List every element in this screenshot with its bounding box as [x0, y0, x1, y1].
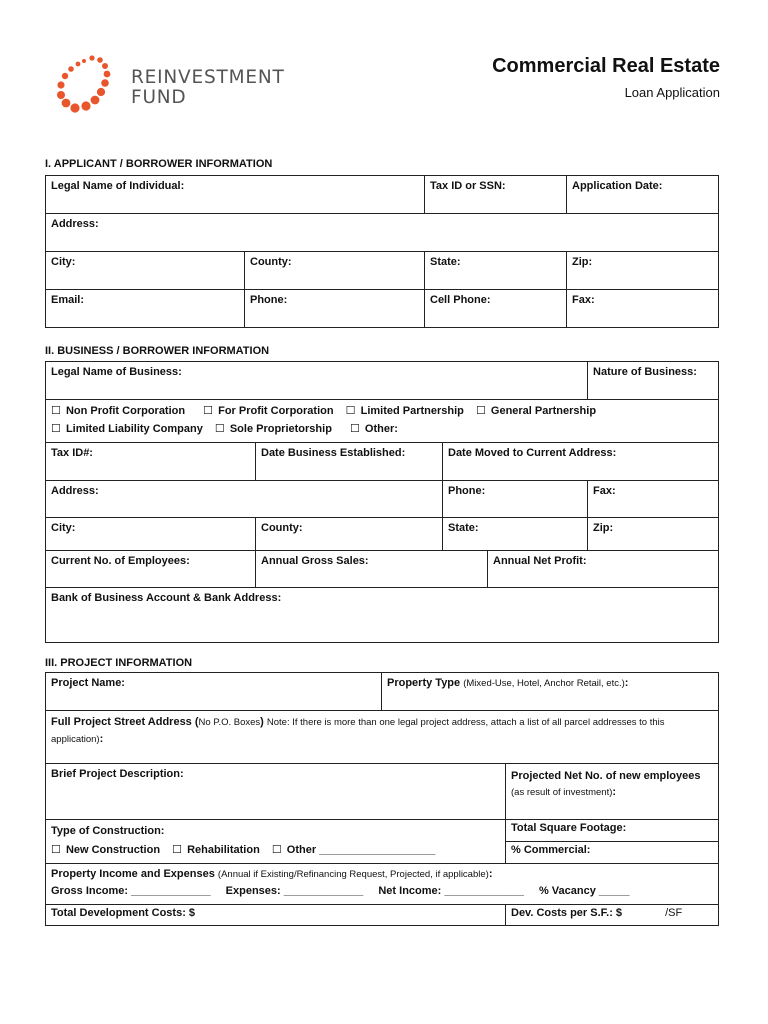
logo-text-line1: REINVESTMENT	[131, 67, 285, 88]
field-label: Address:	[51, 218, 99, 230]
field-nature-of-business[interactable]	[588, 362, 719, 400]
checkbox-label: Limited Liability Company	[65, 423, 203, 435]
colon: :	[99, 733, 104, 745]
field-label: Fax:	[572, 294, 595, 306]
field-gross-income[interactable]: Gross Income: _____________	[51, 885, 211, 897]
field-date-business-established[interactable]	[256, 443, 443, 481]
checkbox-rehabilitation[interactable]	[172, 841, 260, 859]
field-label: Tax ID or SSN:	[430, 180, 506, 192]
checkbox-label: General Partnership	[490, 405, 597, 417]
field-application-date[interactable]	[567, 176, 719, 214]
field-expenses[interactable]: Expenses: _____________	[225, 885, 364, 897]
project-info-table	[45, 672, 719, 926]
field-label: Property Type	[387, 677, 461, 689]
field-project-street-address[interactable]	[46, 711, 719, 764]
field-applicant-state[interactable]	[425, 252, 567, 290]
field-label: Projected Net No. of new employees	[511, 770, 701, 782]
field-label: Project Name:	[51, 677, 125, 689]
field-property-type[interactable]	[382, 673, 719, 711]
page-title: Commercial Real Estate	[492, 55, 720, 77]
business-type-row-1	[51, 402, 713, 420]
field-label: % Commercial:	[511, 844, 591, 856]
field-applicant-city[interactable]	[46, 252, 245, 290]
checkbox-icon: ☐	[203, 405, 214, 417]
colon: :	[624, 677, 629, 689]
business-type-row-2	[51, 420, 713, 438]
field-percent-commercial[interactable]	[506, 842, 719, 864]
paren-open: (	[194, 716, 199, 728]
field-note: (Mixed-Use, Hotel, Anchor Retail, etc.)	[463, 678, 625, 689]
section-heading-business: II. BUSINESS / BORROWER INFORMATION	[45, 345, 270, 357]
field-business-tax-id[interactable]	[46, 443, 256, 481]
colon: :	[612, 786, 617, 798]
field-applicant-address[interactable]	[46, 214, 719, 252]
field-label: Fax:	[593, 485, 616, 497]
field-label: Current No. of Employees:	[51, 555, 190, 567]
checkbox-label: New Construction	[65, 844, 161, 856]
field-applicant-cell-phone[interactable]	[425, 290, 567, 328]
field-label: Type of Construction:	[51, 825, 165, 837]
checkbox-label: For Profit Corporation	[218, 405, 334, 417]
field-label: City:	[51, 256, 76, 268]
checkbox-general-partnership[interactable]	[476, 402, 596, 420]
field-tax-id-ssn[interactable]	[425, 176, 567, 214]
checkbox-icon: ☐	[172, 844, 182, 856]
reinvestment-fund-logo	[52, 52, 292, 118]
field-label: Brief Project Description:	[51, 768, 184, 780]
field-label: Address:	[51, 485, 99, 497]
field-legal-name-individual[interactable]	[46, 176, 425, 214]
field-note: No P.O. Boxes	[198, 717, 261, 728]
per-sf-unit: /SF	[665, 907, 683, 919]
field-label: Dev. Costs per S.F.: $	[511, 907, 623, 919]
field-label: Email:	[51, 294, 85, 306]
business-info-table	[45, 361, 719, 643]
checkbox-limited-liability-company[interactable]	[51, 420, 203, 438]
field-business-state[interactable]	[443, 518, 588, 551]
field-label: Legal Name of Individual:	[51, 180, 185, 192]
field-vacancy[interactable]: % Vacancy _____	[538, 885, 630, 897]
checkbox-label: Sole Proprietorship	[229, 423, 332, 435]
checkbox-label: Other:	[364, 423, 398, 435]
field-applicant-email[interactable]	[46, 290, 245, 328]
checkbox-icon: ☐	[51, 844, 61, 856]
field-applicant-phone[interactable]	[245, 290, 425, 328]
field-bank-account-address[interactable]	[46, 588, 719, 643]
field-project-name[interactable]	[46, 673, 382, 711]
field-date-moved-current-address[interactable]	[443, 443, 719, 481]
field-note: (Annual if Existing/Refinancing Request, Projected, if applicable)	[217, 869, 489, 880]
field-projected-new-employees[interactable]	[506, 764, 719, 820]
field-label: County:	[261, 522, 303, 534]
checkbox-label: Rehabilitation	[187, 844, 260, 856]
checkbox-label: Non Profit Corporation	[65, 405, 186, 417]
field-business-county[interactable]	[256, 518, 443, 551]
field-total-square-footage[interactable]	[506, 820, 719, 842]
section-heading-applicant: I. APPLICANT / BORROWER INFORMATION	[45, 158, 273, 170]
field-label: Annual Net Profit:	[493, 555, 587, 567]
checkbox-icon: ☐	[475, 405, 486, 417]
checkbox-icon: ☐	[51, 405, 61, 417]
field-label: Property Income and Expenses	[51, 868, 215, 880]
checkbox-other-construction[interactable]	[272, 841, 436, 859]
checkbox-new-construction[interactable]	[51, 841, 160, 859]
colon: :	[488, 868, 493, 880]
field-applicant-fax[interactable]	[567, 290, 719, 328]
field-label: Total Development Costs: $	[51, 907, 196, 919]
field-legal-name-business[interactable]	[46, 362, 588, 400]
field-business-address[interactable]	[46, 481, 443, 518]
field-annual-gross-sales[interactable]	[256, 551, 488, 588]
field-dev-costs-per-sf[interactable]	[506, 905, 719, 926]
field-label: Phone:	[448, 485, 486, 497]
field-business-fax[interactable]	[588, 481, 719, 518]
checkbox-label: Limited Partnership	[360, 405, 464, 417]
field-applicant-county[interactable]	[245, 252, 425, 290]
field-label: Nature of Business:	[593, 366, 697, 378]
field-label: Full Project Street Address	[51, 716, 192, 728]
applicant-info-table	[45, 175, 719, 328]
field-net-income[interactable]: Net Income: _____________	[378, 885, 524, 897]
field-business-zip[interactable]	[588, 518, 719, 551]
checkbox-sole-proprietorship[interactable]	[215, 420, 332, 438]
logo-wordmark	[131, 68, 285, 108]
field-label: Annual Gross Sales:	[261, 555, 369, 567]
checkbox-icon: ☐	[349, 423, 360, 435]
field-label: Zip:	[572, 256, 593, 268]
checkbox-icon: ☐	[214, 423, 225, 435]
page-subtitle: Loan Application	[624, 85, 720, 100]
field-property-income-expenses	[46, 864, 719, 905]
field-annual-net-profit[interactable]	[488, 551, 719, 588]
field-current-employees[interactable]	[46, 551, 256, 588]
field-label: Phone:	[250, 294, 288, 306]
field-business-city[interactable]	[46, 518, 256, 551]
field-label: State:	[448, 522, 479, 534]
field-label: City:	[51, 522, 76, 534]
checkbox-non-profit-corporation[interactable]	[51, 402, 185, 420]
section-heading-project: III. PROJECT INFORMATION	[45, 657, 193, 669]
field-label: Application Date:	[572, 180, 663, 192]
field-label: Bank of Business Account & Bank Address:	[51, 592, 282, 604]
field-label: Cell Phone:	[430, 294, 491, 306]
field-label: State:	[430, 256, 461, 268]
field-label: County:	[250, 256, 292, 268]
field-label: Date Business Established:	[261, 447, 406, 459]
field-brief-project-description[interactable]	[46, 764, 506, 820]
checkbox-icon: ☐	[271, 844, 282, 856]
checkbox-icon: ☐	[51, 423, 61, 435]
field-label: Legal Name of Business:	[51, 366, 182, 378]
field-total-development-costs[interactable]	[46, 905, 506, 926]
checkbox-other-business-type[interactable]	[350, 420, 398, 438]
field-label: Total Square Footage:	[511, 822, 627, 834]
field-applicant-zip[interactable]	[567, 252, 719, 290]
field-note: (as result of investment)	[511, 787, 613, 798]
field-label: Date Moved to Current Address:	[448, 447, 617, 459]
checkbox-limited-partnership[interactable]	[346, 402, 464, 420]
field-business-phone[interactable]	[443, 481, 588, 518]
paren-close: )	[260, 716, 264, 728]
field-label: Tax ID#:	[51, 447, 93, 459]
logo-dots-icon	[52, 52, 132, 118]
field-note-2: Note: If there is more than one legal project address, attach a list of all parcel addresses to this application)	[51, 717, 665, 745]
field-type-of-construction	[46, 820, 506, 864]
checkbox-icon: ☐	[345, 405, 356, 417]
logo-text-line2: FUND	[131, 87, 187, 108]
checkbox-for-profit-corporation[interactable]	[203, 402, 333, 420]
checkbox-label: Other ___________________	[286, 844, 436, 856]
business-type-options	[46, 400, 719, 443]
field-label: Zip:	[593, 522, 614, 534]
